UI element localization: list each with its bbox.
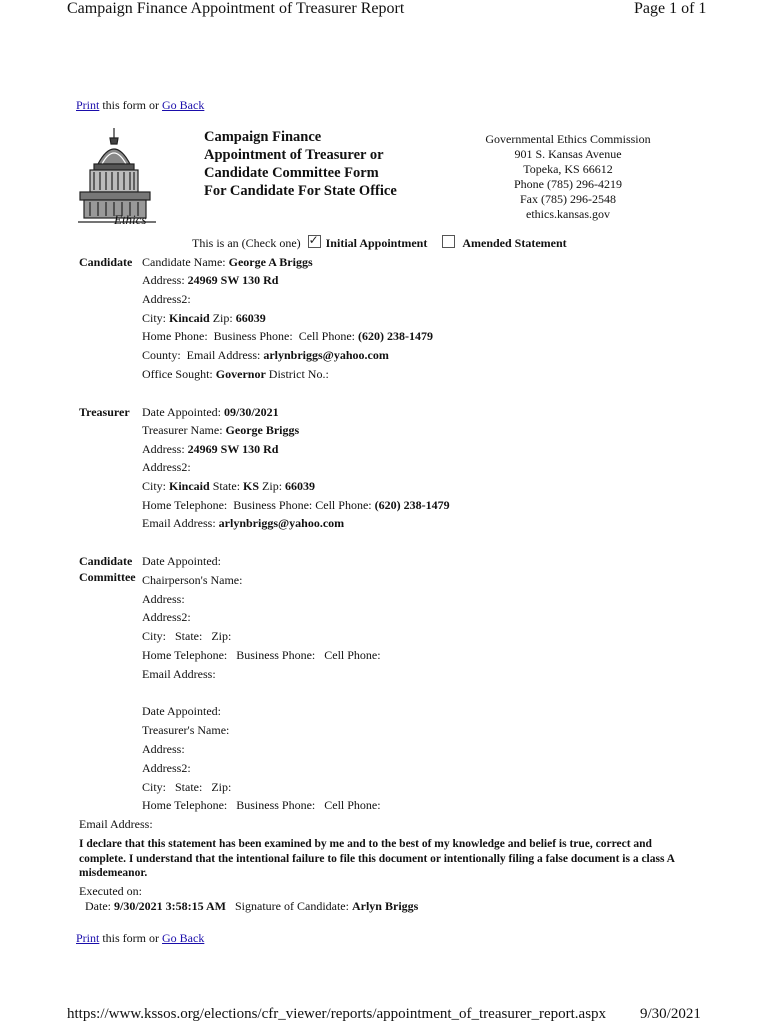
candidate-name-row [142, 255, 313, 269]
agency-city: Topeka, KS 66612 [523, 162, 613, 176]
footer-url: https://www.kssos.org/elections/cfr_viewer/reports/appointment_of_treasurer_report.aspx [67, 1006, 607, 1022]
agency-phone: Phone (785) 296-4219 [514, 177, 622, 191]
check-prompt: This is an (Check one) [192, 236, 301, 250]
treasurer-address-value: 24969 SW 130 Rd [187, 442, 279, 456]
treasurer-city-value: Kincaid [169, 479, 210, 493]
treasurer-phone-row [142, 498, 450, 512]
bottom-nav [76, 931, 204, 946]
form-title-line-1: Campaign Finance [204, 129, 322, 145]
candidate-zip-label: Zip: [212, 311, 233, 325]
committee-phone-row: Home Telephone: Business Phone: Cell Phone: [142, 648, 381, 662]
treasurer-address-row [142, 442, 278, 456]
treasurer-business-phone-label: Business Phone: [233, 498, 313, 512]
candidate-phone-row [142, 329, 433, 343]
ethics-logo [76, 124, 160, 228]
candidate-cell-phone-value: (620) 238-1479 [358, 329, 434, 343]
committee-date-row: Date Appointed: [142, 554, 221, 568]
form-title-line-4: For Candidate For State Office [204, 183, 397, 199]
treasurer-date-label: Date Appointed: [142, 405, 221, 419]
candidate-business-phone-label: Business Phone: [213, 329, 293, 343]
treasurer-state-label: State: [212, 479, 241, 493]
treasurer-zip-label: Zip: [262, 479, 283, 493]
candidate-cell-phone-label: Cell Phone: [298, 329, 356, 343]
amended-statement-label: Amended Statement [462, 236, 567, 250]
initial-appointment-label: Initial Appointment [325, 236, 428, 250]
logo-text: Ethics [114, 212, 147, 227]
candidate-city-value: Kincaid [169, 311, 210, 325]
print-link[interactable]: Print [76, 98, 100, 112]
executed-row [85, 899, 418, 913]
print-link-bottom[interactable]: Print [76, 931, 100, 945]
agency-address [468, 132, 668, 222]
committee-section-label-1: Candidate [79, 554, 133, 568]
candidate-section-label: Candidate [79, 255, 133, 269]
agency-name: Governmental Ethics Commission [485, 132, 651, 146]
form-title-line-2: Appointment of Treasurer or [204, 147, 384, 163]
candidate-county-label: County: [142, 348, 181, 362]
candidate-address-value: 24969 SW 130 Rd [187, 273, 279, 287]
treasurer-city-row [142, 479, 315, 493]
treasurer-name-label: Treasurer Name: [142, 423, 223, 437]
district-label: District No.: [268, 367, 329, 381]
candidate-address2-row: Address2: [142, 292, 191, 306]
form-title [204, 128, 397, 200]
candidate-address-label: Address: [142, 273, 185, 287]
committee-treasurer-phone-row: Home Telephone: Business Phone: Cell Phone: [142, 798, 381, 812]
agency-street: 901 S. Kansas Avenue [514, 147, 622, 161]
office-sought-value: Governor [215, 367, 266, 381]
treasurer-cell-phone-label: Cell Phone: [315, 498, 372, 512]
page-number: Page 1 of 1 [634, 0, 707, 17]
office-sought-label: Office Sought: [142, 367, 213, 381]
committee-address2-row: Address2: [142, 610, 191, 624]
signature-label: Signature of Candidate: [235, 899, 349, 913]
candidate-address-row [142, 273, 278, 287]
footer-date: 9/30/2021 [640, 1006, 701, 1022]
nav-separator-text: this form or [102, 98, 160, 112]
treasurer-address2-row: Address2: [142, 460, 191, 474]
committee-treasurer-date-row: Date Appointed: [142, 704, 221, 718]
treasurer-address-label: Address: [142, 442, 185, 456]
treasurer-date-value: 09/30/2021 [223, 405, 279, 419]
committee-treasurer-address-row: Address: [142, 742, 185, 756]
capitol-dome-icon [76, 124, 160, 228]
executed-date-label: Date: [85, 899, 111, 913]
committee-city-row: City: State: Zip: [142, 629, 232, 643]
chairperson-name-row: Chairperson's Name: [142, 573, 243, 587]
top-nav [76, 98, 204, 113]
committee-section-label-2: Committee [79, 570, 136, 584]
nav-separator-text-bottom: this form or [102, 931, 160, 945]
treasurer-name-row [142, 423, 299, 437]
committee-email-row: Email Address: [142, 667, 216, 681]
candidate-name-value: George A Briggs [228, 255, 313, 269]
treasurer-date-row [142, 405, 279, 419]
agency-fax: Fax (785) 296-2548 [520, 192, 616, 206]
treasurer-city-label: City: [142, 479, 167, 493]
declaration-text: I declare that this statement has been examined by me and to the best of my knowledge and belief is true, correct and complete. I understand that the intentional failure to file this document or intentionally filing a false document is a class A misdemeanor. [79, 838, 675, 879]
candidate-email-value: arlynbriggs@yahoo.com [263, 348, 389, 362]
executed-on-label: Executed on: [79, 884, 142, 898]
candidate-city-label: City: [142, 311, 167, 325]
appointment-type-row [192, 235, 567, 250]
candidate-city-row [142, 311, 266, 325]
treasurer-home-phone-label: Home Telephone: [142, 498, 228, 512]
candidate-name-label: Candidate Name: [142, 255, 226, 269]
amended-statement-checkbox[interactable] [442, 235, 455, 248]
treasurer-state-value: KS [243, 479, 260, 493]
page-header-title: Campaign Finance Appointment of Treasurer Report [67, 0, 405, 17]
form-title-line-3: Candidate Committee Form [204, 165, 379, 181]
treasurer-email-row [142, 516, 344, 530]
committee-treasurer-name-row: Treasurer's Name: [142, 723, 230, 737]
treasurer-cell-phone-value: (620) 238-1479 [374, 498, 450, 512]
candidate-office-row [142, 367, 329, 381]
candidate-email-label: Email Address: [186, 348, 261, 362]
committee-treasurer-city-row: City: State: Zip: [142, 780, 232, 794]
candidate-county-email-row [142, 348, 389, 362]
go-back-link-bottom[interactable]: Go Back [162, 931, 205, 945]
executed-date-value: 9/30/2021 3:58:15 AM [114, 899, 226, 913]
signature-value: Arlyn Briggs [351, 899, 419, 913]
candidate-zip-value: 66039 [235, 311, 266, 325]
treasurer-zip-value: 66039 [285, 479, 316, 493]
candidate-home-phone-label: Home Phone: [142, 329, 208, 343]
treasurer-email-label: Email Address: [142, 516, 216, 530]
committee-treasurer-address2-row: Address2: [142, 761, 191, 775]
committee-address-row: Address: [142, 592, 185, 606]
treasurer-section-label: Treasurer [79, 405, 130, 419]
treasurer-email-value: arlynbriggs@yahoo.com [218, 516, 345, 530]
treasurer-name-value: George Briggs [225, 423, 300, 437]
committee-treasurer-email-row: Email Address: [79, 817, 153, 831]
initial-appointment-checkbox[interactable] [308, 235, 321, 248]
agency-website: ethics.kansas.gov [526, 207, 610, 221]
go-back-link[interactable]: Go Back [162, 98, 205, 112]
